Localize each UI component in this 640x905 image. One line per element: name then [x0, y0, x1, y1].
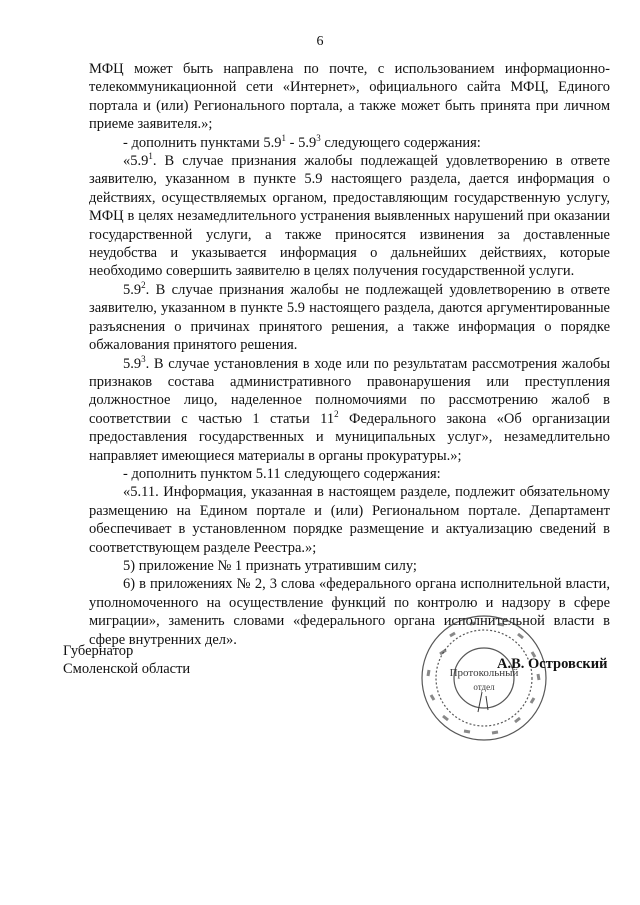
position-line-2: Смоленской области — [63, 661, 191, 678]
paragraph-amend-5-11: - дополнить пунктом 5.11 следующего содержания: — [123, 465, 441, 482]
position-line-1: Губернатор — [63, 643, 134, 659]
paragraph-item-6: 6) в приложениях № 2, 3 слова «федерального органа исполнительной власти, уполномоченного на осуществление функций по контролю и надзору в сфере миграции», заменить словами «федерального органа исполнительной власти в сфере внутренних дел». — [89, 576, 610, 648]
paragraph-amend-5-9: - дополнить пунктами $5.9^1 - 5.9^3$ следующего содержания: — [123, 132, 481, 151]
paragraph-5-9-2: $5.9^2$. В случае признания жалобы не подлежащей удовлетворению в ответе заявителю, указанном в пункте 5.9 настоящего раздела, даются аргументированные разъяснения о причинах принятого решения, а также информация о порядке обжалования принятого решения. — [89, 280, 610, 354]
paragraph-5-9-3: $5.9^3$. В случае установления в ходе или по результатам рассмотрения жалобы признаков состава административного правонарушения или преступления должностное лицо, наделенное полномочиями по рассмотрению жалоб в соответствии с частью 1 статьи $11^2$ Федерального закона «Об организации предоставления государственных и муниципальных услуг», незамедлительно направляет имеющиеся материалы в органы прокуратуры.»; — [89, 353, 611, 464]
paragraph-item-5: 5) приложение № 1 признать утратившим силу; — [123, 557, 417, 574]
paragraph-continuation: МФЦ может быть направлена по почте, с использованием информационно-телекоммуникационной сети «Интернет», официального сайта МФЦ, Единого портала и (или) Регионального портала, а также может быть принята при личном приеме заявителя.»; — [89, 61, 610, 133]
paragraph-5-11: «5.11. Информация, указанная в настоящем разделе, подлежит обязательному размещению на Едином портале и (или) Региональном портале. Департамент обеспечивает в установленном порядке размещение и актуализацию сведений в соответствующем разделе Реестра.»; — [89, 484, 610, 556]
page-number: 6 — [316, 34, 324, 49]
signatory-name: А.В. Островский — [497, 656, 608, 672]
signatory-position — [63, 642, 190, 679]
stamp-center-text-2: отдел — [473, 682, 495, 692]
signature-stroke — [478, 692, 488, 712]
paragraph-5-9-1: «$5.9^1$. В случае признания жалобы подлежащей удовлетворению в ответе заявителю, указанном в пункте 5.9 настоящего раздела, дается информация о действиях, осуществляемых органом, предоставляющим государственную услугу, МФЦ в целях незамедлительного устранения выявленных нарушений при оказании государственной услуги, а также приносятся извинения за доставленные неудобства и указывается информация о дальнейших действиях, которые необходимо совершить заявителю в целях получения государственной услуги. — [89, 151, 610, 280]
official-seal-stamp — [420, 614, 548, 742]
document-body — [89, 60, 610, 649]
stamp-center-text-1: Протокольный — [449, 667, 519, 679]
